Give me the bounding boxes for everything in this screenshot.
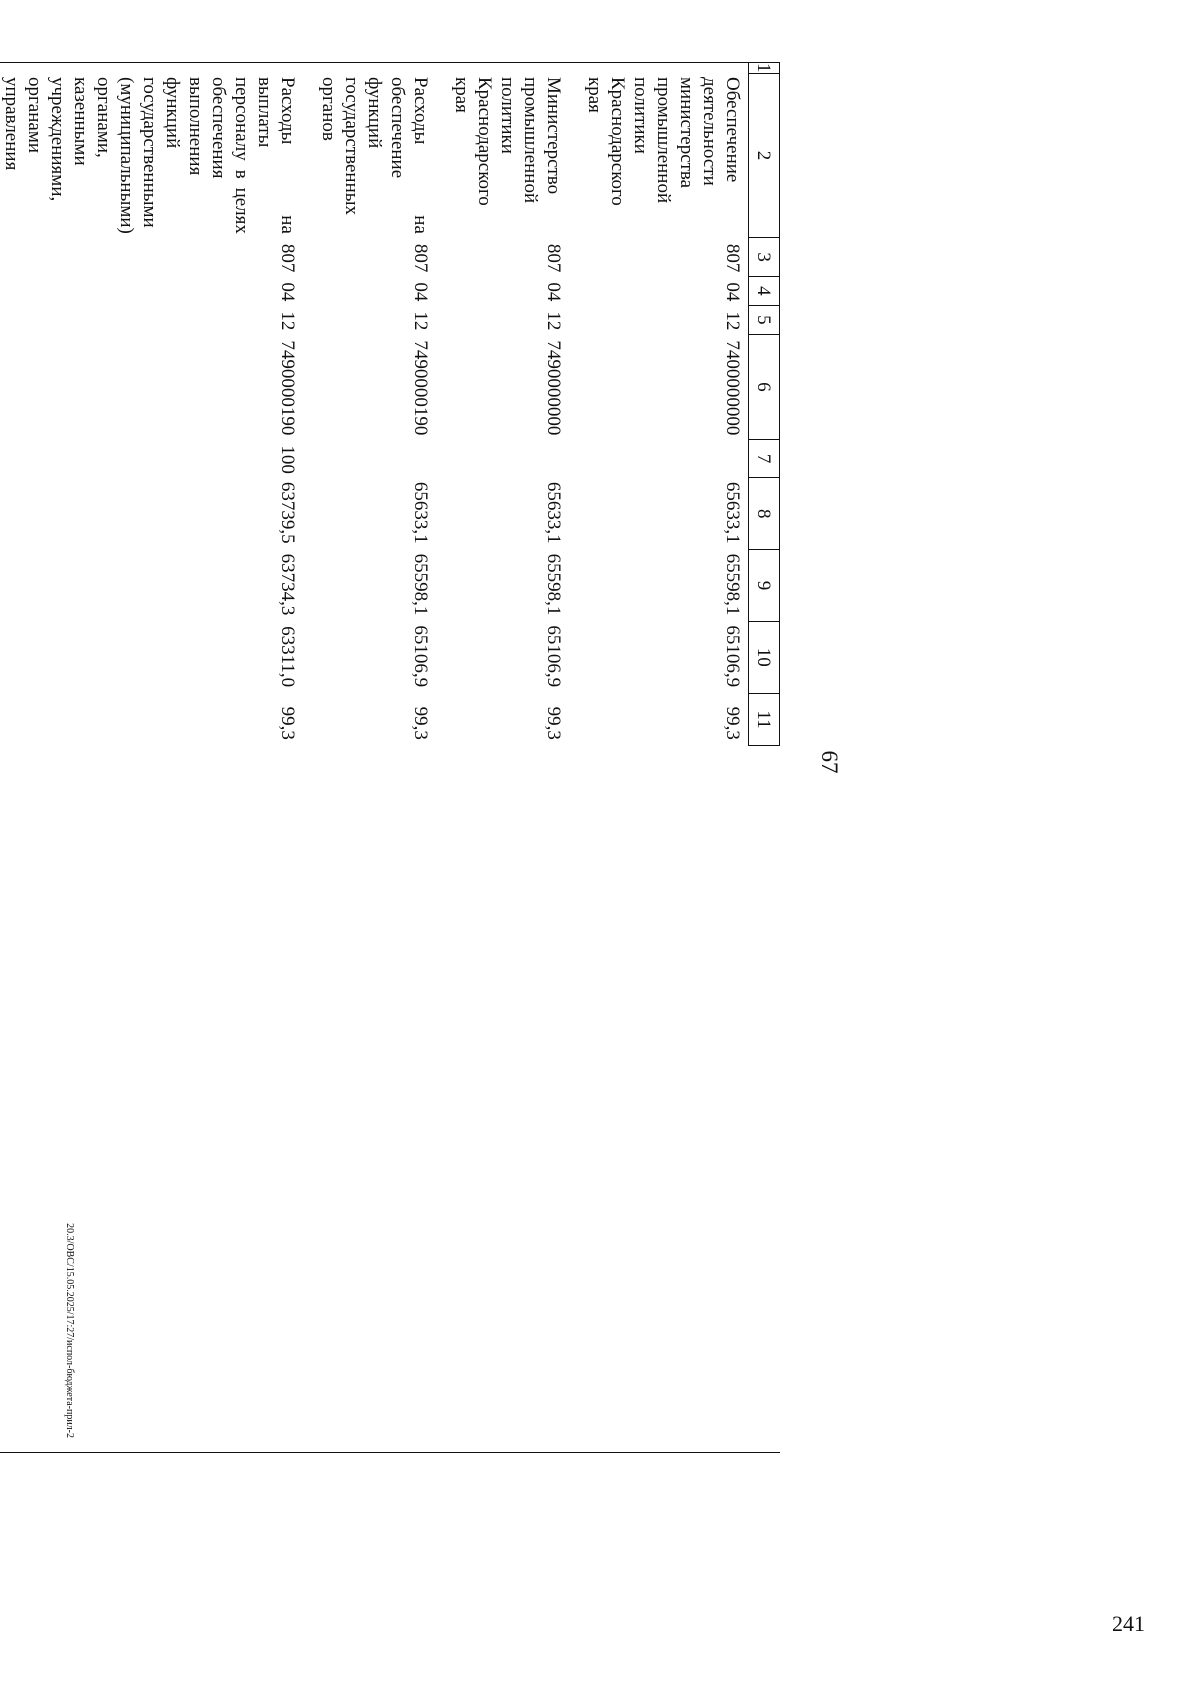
row-name: Расходы на обеспечение функций государственных органов (318, 77, 431, 234)
page-number: 67 (817, 750, 842, 774)
col-header: 4 (749, 276, 780, 305)
rotated-page (1, 62, 1020, 1462)
row-number-cell (436, 63, 569, 74)
row-number-cell (0, 63, 303, 74)
table-row (436, 63, 569, 746)
cell-executed: 63311,0 (277, 626, 298, 688)
cell-ministry: 807 (277, 243, 298, 273)
col-header: 9 (749, 550, 780, 622)
cell-planned: 63734,3 (277, 553, 298, 616)
cell-approved: 65633,1 (722, 481, 743, 544)
col-header: 8 (749, 478, 780, 550)
cell-subsection: 12 (543, 311, 564, 331)
col-header: 6 (749, 334, 780, 439)
cell-percent: 99,3 (410, 706, 431, 740)
col-header: 1 (749, 63, 780, 74)
row-name: Расходы на выплаты персоналу в целях обеспечения выполнения функций государственными (муниципальными) органами, казенными учреждениями, органами управления (1, 77, 298, 234)
col-header: 7 (749, 439, 780, 478)
cell-approved: 65633,1 (410, 481, 431, 544)
row-name: Министерство промышленной политики Краснодарского края (451, 77, 564, 206)
cell-percent: 99,3 (543, 706, 564, 740)
cell-section: 04 (410, 282, 431, 302)
cell-executed: 65106,9 (543, 625, 564, 688)
cell-ministry: 807 (722, 243, 743, 273)
budget-table (0, 62, 780, 746)
cell-subsection: 12 (277, 311, 298, 331)
row-number-cell (569, 63, 749, 74)
cell-planned: 65598,1 (722, 553, 743, 616)
col-header: 2 (749, 73, 780, 238)
header-row (749, 63, 780, 746)
cell-approved: 65633,1 (543, 481, 564, 544)
cell-executed: 65106,9 (722, 625, 743, 688)
table-row (0, 63, 303, 746)
cell-target-article: 7490000000 (543, 340, 564, 436)
cell-subsection: 12 (410, 311, 431, 331)
cell-planned: 65598,1 (410, 553, 431, 616)
bottom-page-number: 241 (1112, 1611, 1145, 1636)
cell-percent: 99,3 (277, 706, 298, 740)
col-header: 10 (749, 621, 780, 693)
row-name: Обеспечение деятельности министерства промышленной политики Краснодарского края (584, 77, 743, 206)
table-row (569, 63, 749, 746)
cell-planned: 65598,1 (543, 553, 564, 616)
cell-section: 04 (722, 282, 743, 302)
cell-percent: 99,3 (722, 706, 743, 740)
table-body (0, 63, 780, 746)
document-code: 20.3/ОВС/15.05.2025/17:27/испол-бюджета-прил-2 (64, 1223, 75, 1438)
cell-expense-type (436, 439, 569, 478)
cell-section: 04 (277, 282, 298, 302)
table-row (303, 63, 436, 746)
cell-subsection: 12 (722, 311, 743, 331)
cell-ministry: 807 (410, 243, 431, 273)
cell-section: 04 (543, 282, 564, 302)
cell-expense-type (569, 439, 749, 478)
col-header: 3 (749, 238, 780, 277)
cell-target-article: 7400000000 (722, 340, 743, 436)
cell-approved: 63739,5 (277, 481, 298, 544)
cell-target-article: 7490000190 (277, 340, 298, 436)
cell-expense-type: 100 (277, 445, 298, 474)
cell-ministry: 807 (543, 243, 564, 273)
cell-target-article: 7490000190 (410, 340, 431, 436)
cell-executed: 65106,9 (410, 625, 431, 688)
col-header: 11 (749, 693, 780, 746)
col-header: 5 (749, 305, 780, 334)
cell-expense-type (303, 439, 436, 478)
row-number-cell (303, 63, 436, 74)
